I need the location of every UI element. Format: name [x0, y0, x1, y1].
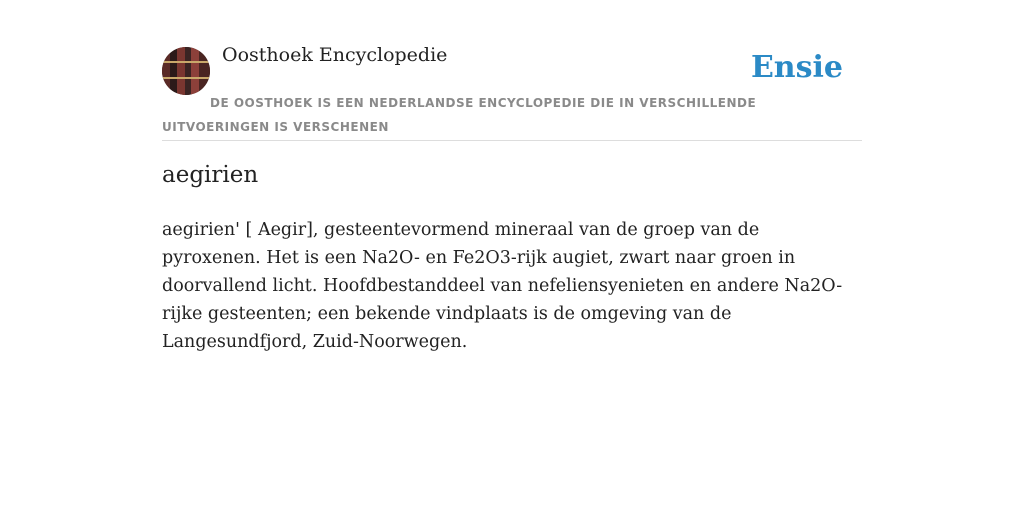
site-header: [162, 0, 862, 141]
site-tagline: DE OOSTHOEK IS EEN NEDERLANDSE ENCYCLOPEDIE DIE IN VERSCHILLENDE UITVOERINGEN IS VERSCHENEN: [162, 96, 757, 134]
page: [162, 0, 862, 352]
article-body: aegirien' [ Aegir], gesteentevormend mineraal van de groep van de pyroxenen. Het is een Na2O- en Fe2O3-rijk augiet, zwart naar groen in doorvallend licht. Hoofdbestanddeel van nefeliensyenieten en andere Na2O-rijke gesteenten; een bekende vindplaats is de omgeving van de Langesundfjord, Zuid-Noorwegen.: [162, 220, 843, 352]
article-title: aegirien: [162, 162, 259, 188]
encyclopedia-books-icon[interactable]: [162, 47, 210, 95]
ensie-logo-link[interactable]: Ensie: [750, 50, 843, 85]
site-title[interactable]: Oosthoek Encyclopedie: [222, 44, 448, 66]
